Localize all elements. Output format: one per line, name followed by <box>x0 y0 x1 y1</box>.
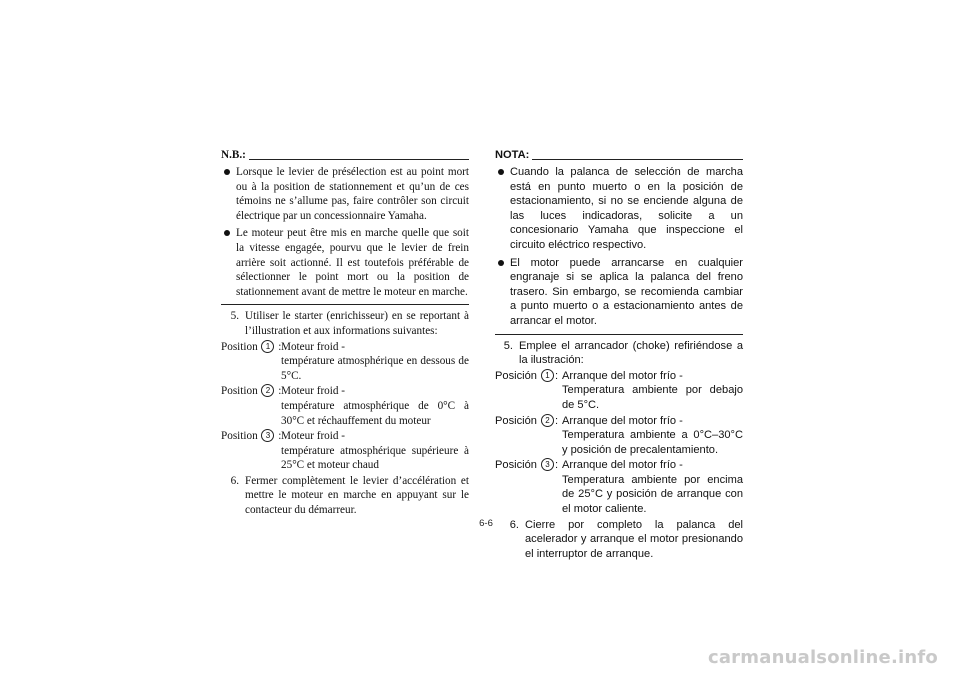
choke-position-2 <box>221 384 469 428</box>
choke-position-3 <box>221 429 469 473</box>
circled-number-icon: 2 <box>541 414 554 427</box>
note-bullet-item <box>221 226 469 299</box>
position-label: Posición 2 : <box>495 414 559 427</box>
position-label: Posición 1 : <box>495 369 559 382</box>
site-watermark: carmanualsonline.info <box>707 647 938 668</box>
note-bullet-item <box>495 165 743 253</box>
step-text: Utiliser le starter (enrichisseur) en se reportant à l’illustration et aux informations suivantes: <box>245 310 469 337</box>
position-label: Position 1 : <box>221 340 282 353</box>
note-header <box>495 149 743 163</box>
circled-number-icon: 3 <box>541 458 554 471</box>
bullet-icon <box>224 169 230 175</box>
step-text: Cierre por completo la palanca del acelerador y arranque el motor presionando el interruptor de arranque. <box>525 518 743 560</box>
page-number: 6-6 <box>479 518 493 529</box>
position-body <box>281 429 469 473</box>
position-body <box>281 340 469 384</box>
bullet-icon <box>498 169 504 175</box>
note-end-rule <box>221 304 469 305</box>
note-bullet-item <box>221 165 469 223</box>
note-label: N.B.: <box>221 149 246 162</box>
bullet-icon <box>498 260 504 266</box>
step-text: Emplee el arrancador (choke) refiriéndose a la ilustración: <box>519 339 743 367</box>
position-body <box>562 414 743 458</box>
step-5 <box>495 339 743 368</box>
note-bullet-item <box>495 256 743 329</box>
step-6 <box>221 474 469 518</box>
bullet-text: Le moteur peut être mis en marche quelle que soit la vitesse engagée, pourvu que le levier de frein arrière soit actionné. Il est toutefois préférable de sélectionner le point mort ou la position de stationnement avant de mettre le moteur en marche. <box>236 227 469 298</box>
position-label: Posición 3 : <box>495 459 559 472</box>
position-description: Temperatura ambiente a 0°C–30°C y posición de precalentamiento. <box>562 429 743 456</box>
choke-position-1 <box>221 340 469 384</box>
note-header <box>221 149 469 163</box>
bullet-icon <box>224 230 230 236</box>
note-underline <box>249 159 469 160</box>
position-label: Position 3 : <box>221 430 282 443</box>
position-body <box>562 369 743 413</box>
step-number: 5. <box>503 339 513 352</box>
bullet-text: Cuando la palanca de selección de marcha está en punto muerto o en la posición de estacionamiento, si no se enciende alguna de las luces indicadoras, solicite a un concesionario Yamaha que inspeccione el circuito eléctrico respectivo. <box>510 166 743 251</box>
circled-number-icon: 3 <box>261 429 274 442</box>
position-body <box>281 384 469 428</box>
position-title: Arranque del motor frío - <box>562 369 683 382</box>
position-description: température atmosphérique en dessous de 5°C. <box>281 355 469 382</box>
note-underline <box>532 159 743 160</box>
circled-number-icon: 1 <box>541 369 554 382</box>
choke-position-2 <box>495 414 743 458</box>
step-6 <box>495 518 743 562</box>
note-label: NOTA: <box>495 149 530 162</box>
circled-number-icon: 2 <box>261 384 274 397</box>
step-text: Fermer complètement le levier d’accélération et mettre le moteur en marche en appuyant sur le contacteur du démarreur. <box>245 474 469 517</box>
note-end-rule <box>495 334 743 335</box>
bullet-text: El motor puede arrancarse en cualquier engranaje si se aplica la palanca del freno trasero. Sin embargo, se recomienda cambiar a punto muerto o a estacionamiento antes de arrancar el motor. <box>510 256 743 327</box>
choke-position-3 <box>495 458 743 516</box>
step-5 <box>221 309 469 338</box>
position-title: Moteur froid - <box>281 340 346 353</box>
position-description: Temperatura ambiente por debajo de 5°C. <box>562 384 743 411</box>
spanish-column <box>495 149 743 561</box>
step-number: 5. <box>230 310 239 323</box>
position-title: Arranque del motor frío - <box>562 459 683 472</box>
circled-number-icon: 1 <box>261 340 274 353</box>
position-description: Temperatura ambiente por encima de 25°C y posición de arranque con el motor caliente. <box>562 473 743 516</box>
step-number: 6. <box>509 518 519 531</box>
position-title: Moteur froid - <box>281 430 346 443</box>
position-label: Position 2 : <box>221 385 282 398</box>
position-description: température atmosphérique supérieure à 25°C et moteur chaud <box>281 444 469 472</box>
position-title: Moteur froid - <box>281 385 346 398</box>
french-column <box>221 149 469 518</box>
step-number: 6. <box>230 474 239 487</box>
bullet-text: Lorsque le levier de présélection est au point mort ou à la position de stationnement et qu’un de ces témoins ne s’allume pas, faire contrôler son circuit électrique par un concessionnaire Yamaha. <box>236 166 469 222</box>
position-description: température atmosphérique de 0°C à 30°C et réchauffement du moteur <box>281 399 469 427</box>
position-title: Arranque del motor frío - <box>562 414 683 427</box>
choke-position-1 <box>495 369 743 413</box>
position-body <box>562 458 743 516</box>
